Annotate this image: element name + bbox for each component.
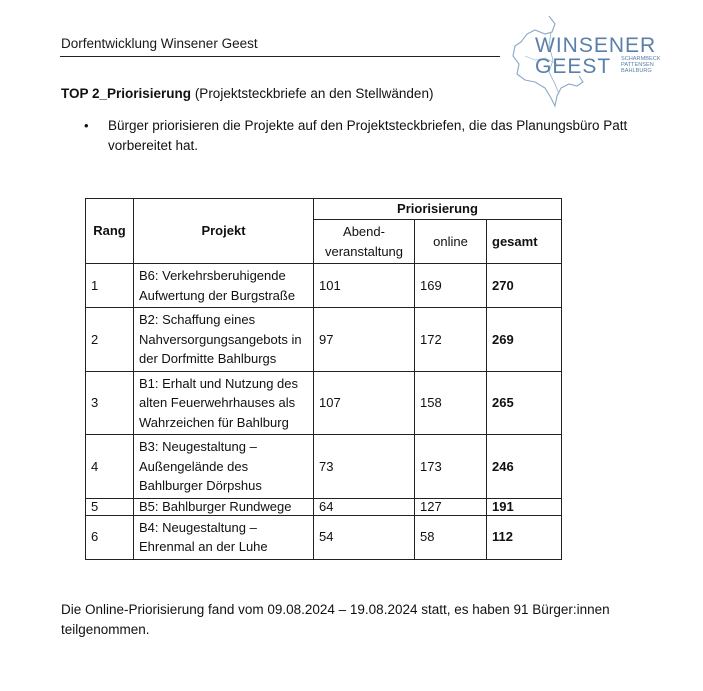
cell-rang: 4 bbox=[86, 435, 134, 499]
col-header-projekt: Projekt bbox=[134, 199, 314, 264]
cell-abend: 101 bbox=[314, 264, 415, 308]
col-header-online: online bbox=[415, 220, 487, 264]
cell-projekt: B6: Verkehrsberuhigende Aufwertung der Burgstraße bbox=[134, 264, 314, 308]
cell-abend: 54 bbox=[314, 515, 415, 559]
cell-online: 173 bbox=[415, 435, 487, 499]
cell-online: 172 bbox=[415, 308, 487, 372]
cell-gesamt: 265 bbox=[487, 371, 562, 435]
table-row bbox=[86, 435, 562, 499]
cell-online: 127 bbox=[415, 498, 487, 515]
bullet-text: Bürger priorisieren die Projekte auf den Projektsteckbriefen, die das Planungsbüro Patt vorbereitet hat. bbox=[108, 118, 628, 153]
section-heading-rest: (Projektsteckbriefe an den Stellwänden) bbox=[191, 86, 434, 101]
col-header-rang: Rang bbox=[86, 199, 134, 264]
cell-abend: 107 bbox=[314, 371, 415, 435]
table-row bbox=[86, 515, 562, 559]
document-header-title: Dorfentwicklung Winsener Geest bbox=[61, 36, 258, 51]
table-row bbox=[86, 308, 562, 372]
cell-gesamt: 191 bbox=[487, 498, 562, 515]
cell-online: 158 bbox=[415, 371, 487, 435]
table-row bbox=[86, 371, 562, 435]
cell-rang: 6 bbox=[86, 515, 134, 559]
cell-online: 58 bbox=[415, 515, 487, 559]
bullet-dot-icon: • bbox=[84, 118, 89, 133]
table-header-row bbox=[86, 199, 562, 220]
header-divider bbox=[60, 56, 500, 57]
bullet-item bbox=[84, 116, 664, 156]
col-header-priorisierung: Priorisierung bbox=[314, 199, 562, 220]
table-row bbox=[86, 264, 562, 308]
cell-rang: 2 bbox=[86, 308, 134, 372]
logo-line1: WINSENER bbox=[535, 34, 657, 57]
cell-projekt: B1: Erhalt und Nutzung des alten Feuerwehrhauses als Wahrzeichen für Bahlburg bbox=[134, 371, 314, 435]
section-heading-bold: TOP 2_Priorisierung bbox=[61, 86, 192, 101]
logo-place-1: SCHARMBECK bbox=[621, 56, 661, 62]
cell-gesamt: 270 bbox=[487, 264, 562, 308]
logo-line2: GEEST bbox=[535, 55, 612, 78]
cell-abend: 97 bbox=[314, 308, 415, 372]
cell-gesamt: 246 bbox=[487, 435, 562, 499]
footer-note: Die Online-Priorisierung fand vom 09.08.2024 – 19.08.2024 statt, es haben 91 Bürger:innen teilgenommen. bbox=[61, 602, 610, 637]
cell-rang: 5 bbox=[86, 498, 134, 515]
cell-projekt: B3: Neugestaltung – Außengelände des Bahlburger Dörpshus bbox=[134, 435, 314, 499]
prioritization-table bbox=[85, 198, 562, 560]
table-row bbox=[86, 498, 562, 515]
cell-gesamt: 112 bbox=[487, 515, 562, 559]
cell-projekt: B5: Bahlburger Rundwege bbox=[134, 498, 314, 515]
cell-abend: 64 bbox=[314, 498, 415, 515]
logo-graphic bbox=[505, 10, 680, 110]
logo-place-3: BAHLBURG bbox=[621, 68, 652, 74]
section-heading bbox=[61, 86, 433, 101]
cell-projekt: B2: Schaffung eines Nahversorgungsangebots in der Dorfmitte Bahlburgs bbox=[134, 308, 314, 372]
cell-online: 169 bbox=[415, 264, 487, 308]
cell-rang: 3 bbox=[86, 371, 134, 435]
cell-abend: 73 bbox=[314, 435, 415, 499]
col-header-gesamt: gesamt bbox=[487, 220, 562, 264]
col-header-abend: Abend-veranstaltung bbox=[314, 220, 415, 264]
cell-rang: 1 bbox=[86, 264, 134, 308]
winsener-geest-logo bbox=[505, 10, 680, 110]
logo-place-2: PATTENSEN bbox=[621, 62, 654, 68]
cell-projekt: B4: Neugestaltung – Ehrenmal an der Luhe bbox=[134, 515, 314, 559]
cell-gesamt: 269 bbox=[487, 308, 562, 372]
